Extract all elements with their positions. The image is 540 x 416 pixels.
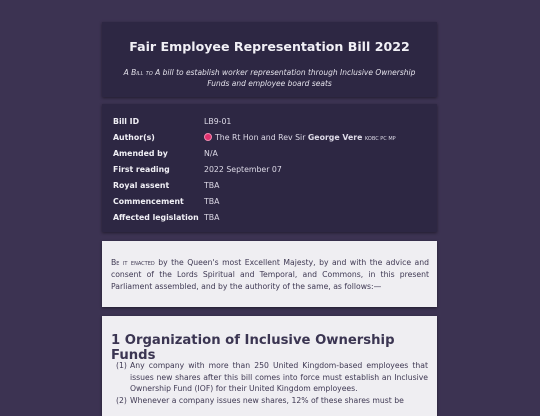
clause-number: (2) <box>116 396 127 405</box>
clause-text: Whenever a company issues new shares, 12% of these shares must be <box>130 396 404 405</box>
info-value: N/A <box>204 149 218 158</box>
info-label: Commencement <box>113 197 184 206</box>
info-value: LB9-01 <box>204 117 232 126</box>
clause <box>116 360 428 395</box>
info-label: Bill ID <box>113 117 140 126</box>
info-label: Affected legislation <box>113 213 199 222</box>
info-label: Royal assent <box>113 181 170 190</box>
enacting-formula <box>111 257 429 293</box>
info-row-royal-assent <box>113 179 426 192</box>
enacting-text: by the Queen's most Excellent Majesty, by and with the advice and consent of the Lords Spiritual and Temporal, and Commons, in this present Parliament assembled, and by the authority of the same, as follows:— <box>111 258 429 291</box>
bill-info-box <box>102 104 437 232</box>
info-row-amended-by <box>113 147 426 160</box>
info-row-first-reading <box>113 163 426 176</box>
author-prefix: The Rt Hon and Rev Sir <box>215 133 306 142</box>
author-value <box>204 131 396 146</box>
bill-title: Fair Employee Representation Bill 2022 <box>129 39 410 54</box>
info-row-affected-legislation <box>113 211 426 224</box>
info-label: Amended by <box>113 149 168 158</box>
author-postnominals: KOBC PC MP <box>364 136 396 142</box>
info-value: TBA <box>204 181 220 190</box>
section-box <box>102 316 437 416</box>
section-title: 1 Organization of Inclusive Ownership Funds <box>111 333 395 363</box>
info-row-authors <box>113 131 426 144</box>
bill-header <box>102 22 437 97</box>
long-title-prefix: A Bill to <box>123 68 153 77</box>
clause-number: (1) <box>116 361 127 370</box>
long-title-text: A bill to establish worker representation through Inclusive Ownership Funds and employee board seats <box>155 68 416 88</box>
enacting-lead: Be it enacted <box>111 258 155 267</box>
enacting-formula-box <box>102 241 437 307</box>
info-value: 2022 September 07 <box>204 165 282 174</box>
info-label: Author(s) <box>113 133 155 142</box>
clause-text: Any company with more than 250 United Kingdom-based employees that issues new shares after this bill comes into force must establish an Inclusive Ownership Fund (IOF) for their United Kingdom employees. <box>130 361 428 393</box>
info-value: TBA <box>204 197 220 206</box>
info-row-bill-id <box>113 115 426 128</box>
author-name[interactable]: George Vere <box>307 133 363 142</box>
info-value: TBA <box>204 213 220 222</box>
party-color-icon <box>204 133 212 141</box>
info-row-commencement <box>113 195 426 208</box>
info-label: First reading <box>113 165 170 174</box>
bill-long-title <box>112 67 427 89</box>
